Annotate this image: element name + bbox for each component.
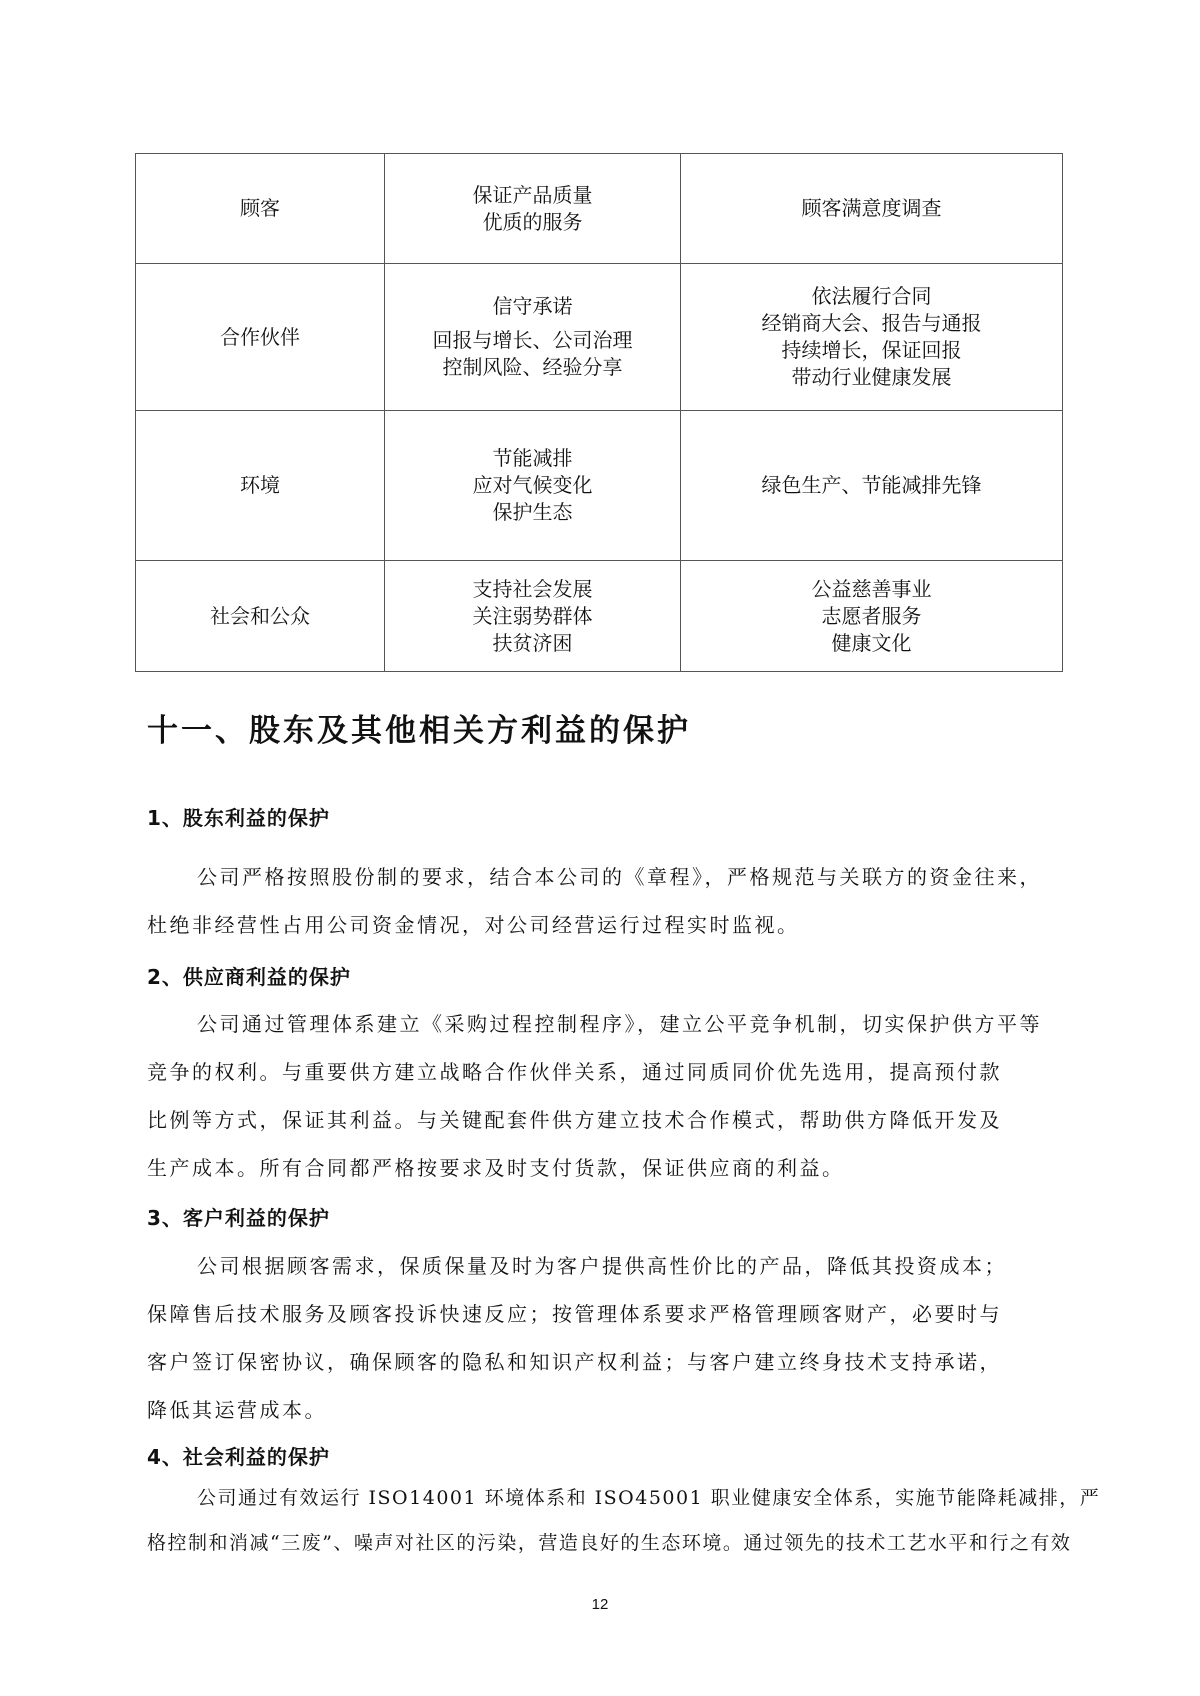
paragraph-line: 降低其运营成本。: [147, 1398, 327, 1422]
cell-line: 经销商大会、报告与通报: [761, 311, 982, 335]
subsection-heading: 2、供应商利益的保护: [147, 965, 351, 989]
paragraph-line: 竞争的权利。与重要供方建立战略合作伙伴关系，通过同质同价优先选用，提高预付款: [147, 1060, 1002, 1084]
cell-line: 志愿者服务: [821, 603, 922, 628]
cell-line: 支持社会发展: [472, 576, 593, 601]
stakeholder-cell: 环境: [136, 411, 385, 561]
table-row: [136, 411, 1063, 561]
cell-line: 健康文化: [831, 630, 912, 655]
subsection-heading: 1、股东利益的保护: [147, 806, 330, 830]
cell-line: 持续增长，保证回报: [781, 338, 962, 362]
responses-cell: [681, 561, 1063, 672]
expectations-cell: [385, 154, 681, 264]
cell-line: 顾客满意度调查: [801, 196, 942, 220]
table-row: [136, 561, 1063, 672]
paragraph-line: 比例等方式，保证其利益。与关键配套件供方建立技术合作模式，帮助供方降低开发及: [147, 1108, 1002, 1132]
paragraph-line: 客户签订保密协议，确保顾客的隐私和知识产权利益；与客户建立终身技术支持承诺，: [147, 1350, 1002, 1374]
page-number: 12: [591, 1596, 609, 1613]
cell-line: 带动行业健康发展: [791, 365, 952, 389]
table-row: [136, 154, 1063, 264]
stakeholder-table: [135, 153, 1063, 672]
responses-cell: [681, 411, 1063, 561]
expectations-cell: [385, 561, 681, 672]
cell-line: 节能减排: [492, 446, 573, 470]
paragraph-line: 杜绝非经营性占用公司资金情况，对公司经营运行过程实时监视。: [147, 913, 800, 937]
cell-line: 关注弱势群体: [472, 603, 593, 628]
cell-line: 扶贫济困: [492, 630, 573, 655]
cell-line: 保护生态: [492, 500, 573, 524]
paragraph-line: 生产成本。所有合同都严格按要求及时支付货款，保证供应商的利益。: [147, 1156, 845, 1180]
paragraph: [147, 1476, 1107, 1566]
section-title: 十一、股东及其他相关方利益的保护: [147, 713, 691, 749]
subsection-heading: 3、客户利益的保护: [147, 1206, 330, 1230]
subsection-heading: 4、社会利益的保护: [147, 1445, 330, 1469]
paragraph: [147, 853, 1107, 949]
paragraph-line: 公司通过管理体系建立《采购过程控制程序》，建立公平竞争机制，切实保护供方平等: [197, 1012, 1042, 1036]
cell-line: 依法履行合同: [811, 284, 932, 308]
paragraph-line: 保障售后技术服务及顾客投诉快速反应；按管理体系要求严格管理顾客财产，必要时与: [147, 1302, 1002, 1326]
cell-line: 优质的服务: [482, 209, 583, 234]
expectations-cell: [385, 411, 681, 561]
cell-line: 绿色生产、节能减排先锋: [761, 473, 982, 497]
cell-line: 应对气候变化: [472, 473, 593, 497]
cell-line: 公益慈善事业: [811, 576, 932, 601]
paragraph-line: 公司根据顾客需求，保质保量及时为客户提供高性价比的产品，降低其投资成本；: [197, 1254, 1007, 1278]
cell-line: 控制风险、经验分享: [442, 355, 623, 379]
stakeholder-cell: 合作伙伴: [136, 264, 385, 411]
cell-line: 回报与增长、公司治理: [432, 328, 633, 352]
responses-cell: [681, 264, 1063, 411]
cell-line: 保证产品质量: [472, 182, 593, 207]
table-row: [136, 264, 1063, 411]
paragraph-line: 格控制和消减“三废”、噪声对社区的污染，营造良好的生态环境。通过领先的技术工艺水平和行之有效: [147, 1532, 1072, 1554]
expectations-cell: [385, 264, 681, 411]
paragraph: [147, 1000, 1107, 1192]
stakeholder-cell: 社会和公众: [136, 561, 385, 672]
stakeholder-cell: 顾客: [136, 154, 385, 264]
paragraph-line: 公司严格按照股份制的要求，结合本公司的《章程》，严格规范与关联方的资金往来，: [197, 865, 1042, 889]
responses-cell: [681, 154, 1063, 264]
paragraph: [147, 1242, 1107, 1434]
cell-line: 信守承诺: [492, 294, 573, 318]
paragraph-line: 公司通过有效运行 ISO14001 环境体系和 ISO45001 职业健康安全体系，实施节能降耗减排，严: [197, 1487, 1101, 1509]
